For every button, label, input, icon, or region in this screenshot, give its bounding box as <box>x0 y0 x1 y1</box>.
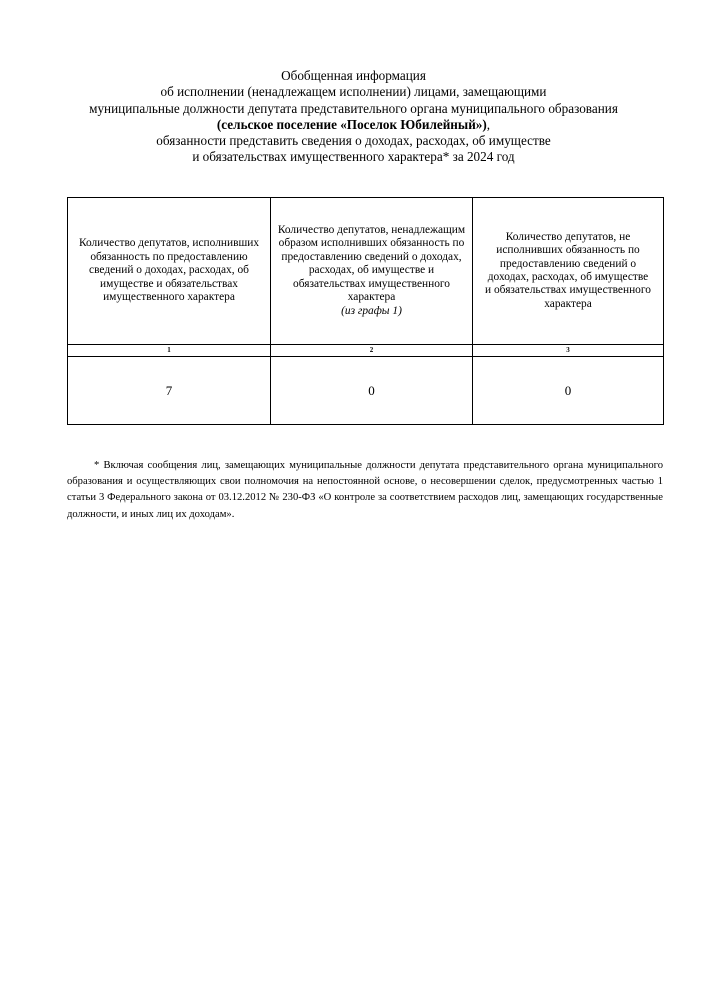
document-title <box>40 68 667 166</box>
column-number-row <box>68 345 664 357</box>
header-text-improper: Количество депутатов, ненадлежащим образом исполнивших обязанность по предоставлению сведений о доходах, расходах, об имуществе и обязательствах имущественного характера <box>277 224 466 304</box>
table-header-row <box>68 198 664 345</box>
column-number: 2 <box>271 345 473 357</box>
header-cell-improper <box>271 198 473 345</box>
value-improper: 0 <box>271 357 473 425</box>
header-text-not-fulfilled: Количество депутатов, не исполнивших обязанность по предоставлению сведений о доходах, расходах, об имуществе и обязательствах имущественного характера <box>485 230 651 310</box>
column-number: 1 <box>68 345 271 357</box>
title-line-4-tail: , <box>486 116 491 132</box>
column-number: 3 <box>473 345 664 357</box>
header-cell-not-fulfilled <box>473 198 664 345</box>
table-row <box>68 357 664 425</box>
title-line-3: муниципальные должности депутата представительного органа муниципального образования <box>89 100 618 116</box>
footnote: * Включая сообщения лиц, замещающих муниципальные должности депутата представительного органа муниципального образования и осуществляющих свои полномочия на непостоянной основе, о несовершении сделок, предусмотренных частью 1 статьи 3 Федерального закона от 03.12.2012 № 230-ФЗ «О контроле за соответствием расходов лиц, замещающих государственные должности, и иных лиц их доходам». <box>67 460 663 520</box>
header-cell-fulfilled <box>68 198 271 345</box>
title-line-6: и обязательствах имущественного характера* за 2024 год <box>192 149 515 165</box>
value-fulfilled: 7 <box>68 357 271 425</box>
header-note-improper: (из графы 1) <box>341 304 402 317</box>
title-line-1: Обобщенная информация <box>281 68 426 83</box>
value-not-fulfilled: 0 <box>473 357 664 425</box>
report-table <box>67 197 664 425</box>
title-line-2: об исполнении (ненадлежащем исполнении) лицами, замещающими <box>160 84 547 100</box>
settlement-name: (сельское поселение «Поселок Юбилейный») <box>216 116 487 132</box>
header-text-fulfilled: Количество депутатов, исполнивших обязанность по предоставлению сведений о доходах, расходах, об имуществе и обязательствах имущественного характера <box>78 237 260 304</box>
title-line-4 <box>40 117 667 133</box>
title-line-5: обязанности представить сведения о доходах, расходах, об имуществе <box>156 133 551 149</box>
